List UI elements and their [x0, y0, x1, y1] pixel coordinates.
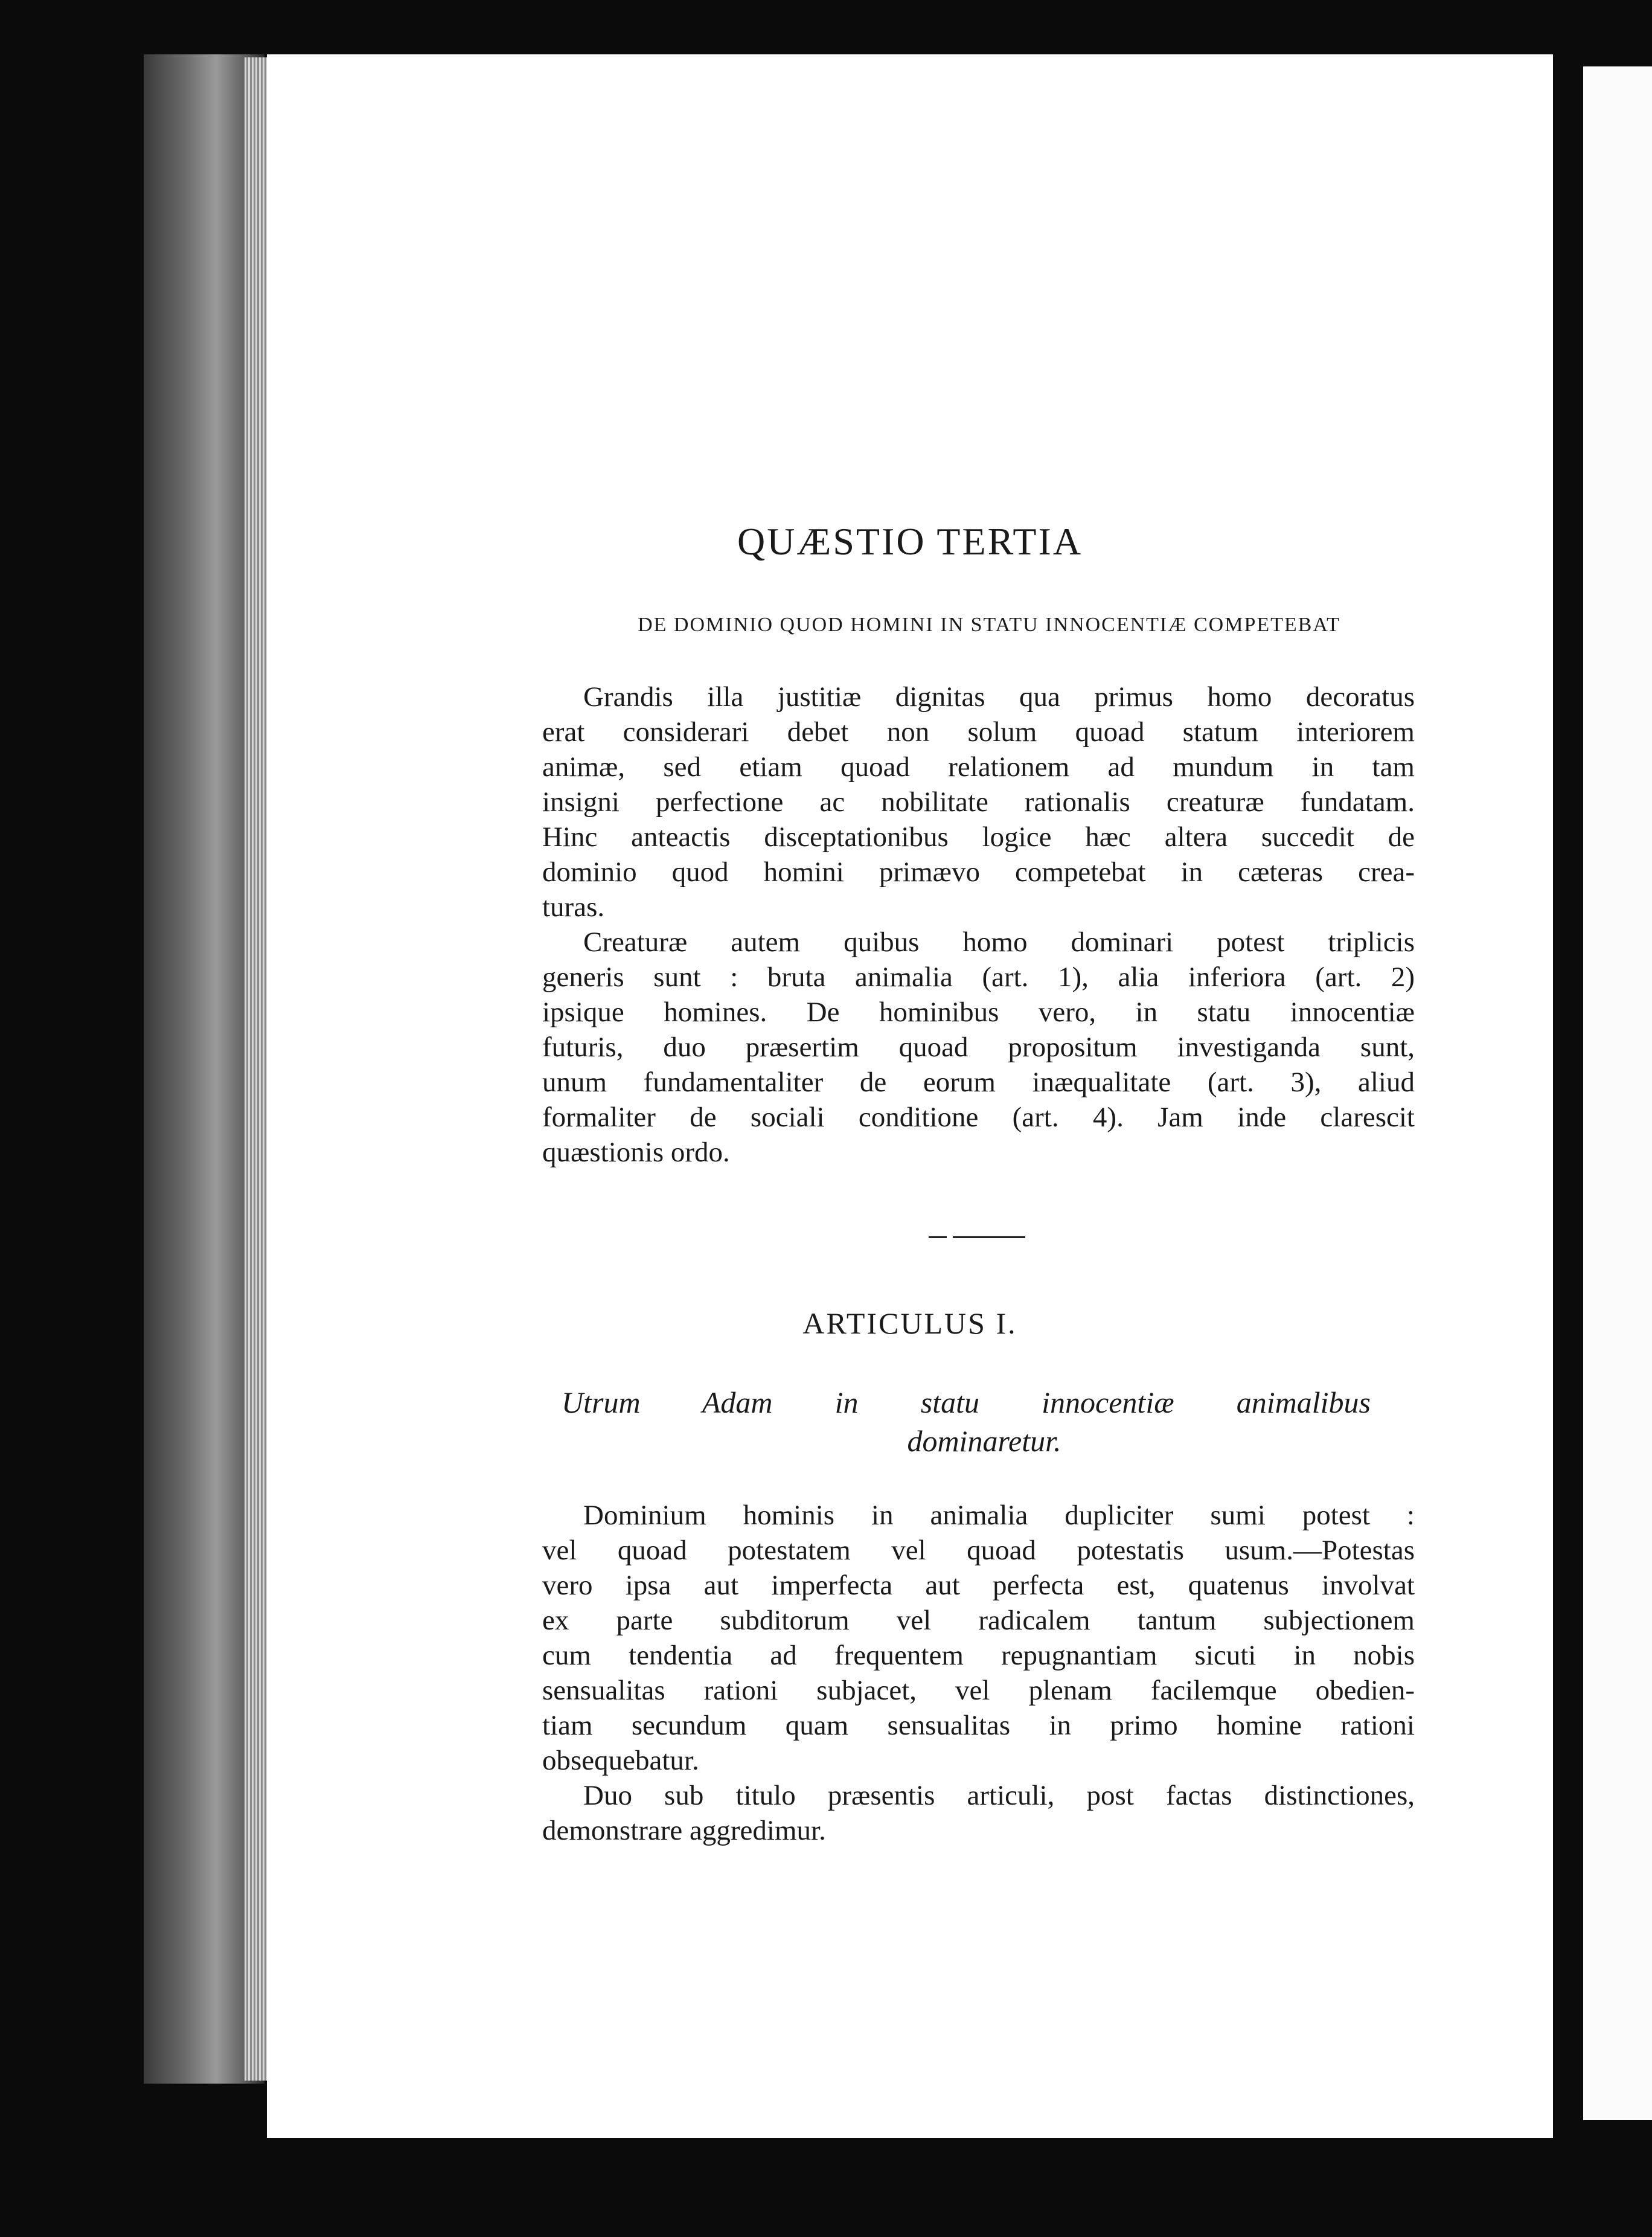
text-line: erat considerari debet non solum quoad statum interiorem	[542, 716, 1415, 748]
text-line: cum tendentia ad frequentem repugnantiam sicuti in nobis	[542, 1640, 1415, 1671]
article-heading: ARTICULUS I.	[802, 1306, 1017, 1340]
text-line: generis sunt : bruta animalia (art. 1), alia inferiora (art. 2)	[542, 961, 1415, 993]
text-line: animæ, sed etiam quoad relationem ad mundum in tam	[542, 751, 1415, 783]
text-line: ipsique homines. De hominibus vero, in statu innocentiæ	[542, 997, 1415, 1028]
intro-paragraph	[542, 679, 1415, 1170]
text-line: vero ipsa aut imperfecta aut perfecta est, quatenus involvat	[542, 1570, 1415, 1601]
text-line: Grandis illa justitiæ dignitas qua primus homo decoratus	[583, 681, 1415, 713]
text-line: tiam secundum quam sensualitas in primo homine rationi	[542, 1710, 1415, 1741]
text-line: Duo sub titulo præsentis articuli, post factas distinctiones,	[583, 1780, 1415, 1811]
article-question-line: Utrum Adam in statu innocentiæ animalibus	[562, 1385, 1371, 1419]
spine-gap	[1553, 54, 1583, 2138]
article-paragraph	[542, 1498, 1415, 1848]
text-line: dominio quod homini primævo competebat in cæteras crea-	[542, 856, 1415, 888]
text-line: unum fundamentaliter de eorum inæqualitate (art. 3), aliud	[542, 1067, 1415, 1098]
text-line: insigni perfectione ac nobilitate rationalis creaturæ fundatam.	[542, 786, 1415, 818]
text-line: sensualitas rationi subjacet, vel plenam facilemque obedien-	[542, 1675, 1415, 1706]
text-line: futuris, duo præsertim quoad propositum investiganda sunt,	[542, 1032, 1415, 1063]
text-line: obsequebatur.	[542, 1745, 699, 1776]
section-divider	[929, 1235, 1037, 1239]
article-question	[562, 1383, 1371, 1460]
text-line: formaliter de sociali conditione (art. 4). Jam inde clarescit	[542, 1102, 1415, 1133]
text-line: ex parte subditorum vel radicalem tantum subjectionem	[542, 1605, 1415, 1636]
article-question-line: dominaretur.	[907, 1424, 1061, 1458]
question-title: QUÆSTIO TERTIA	[737, 520, 1083, 563]
text-line: Dominium hominis in animalia dupliciter sumi potest :	[583, 1500, 1415, 1531]
text-line: demonstrare aggredimur.	[542, 1815, 826, 1846]
page-edges	[245, 57, 269, 2081]
text-line: Creaturæ autem quibus homo dominari potest triplicis	[583, 926, 1415, 958]
text-line: turas.	[542, 891, 605, 923]
text-line: Hinc anteactis disceptationibus logice hæc altera succedit de	[542, 821, 1415, 853]
text-line: vel quoad potestatem vel quoad potestatis usum.—Potestas	[542, 1535, 1415, 1566]
facing-page-edge	[1583, 66, 1652, 2120]
question-subtitle: DE DOMINIO QUOD HOMINI IN STATU INNOCENTIÆ COMPETEBAT	[638, 614, 1340, 636]
text-line: quæstionis ordo.	[542, 1137, 730, 1168]
